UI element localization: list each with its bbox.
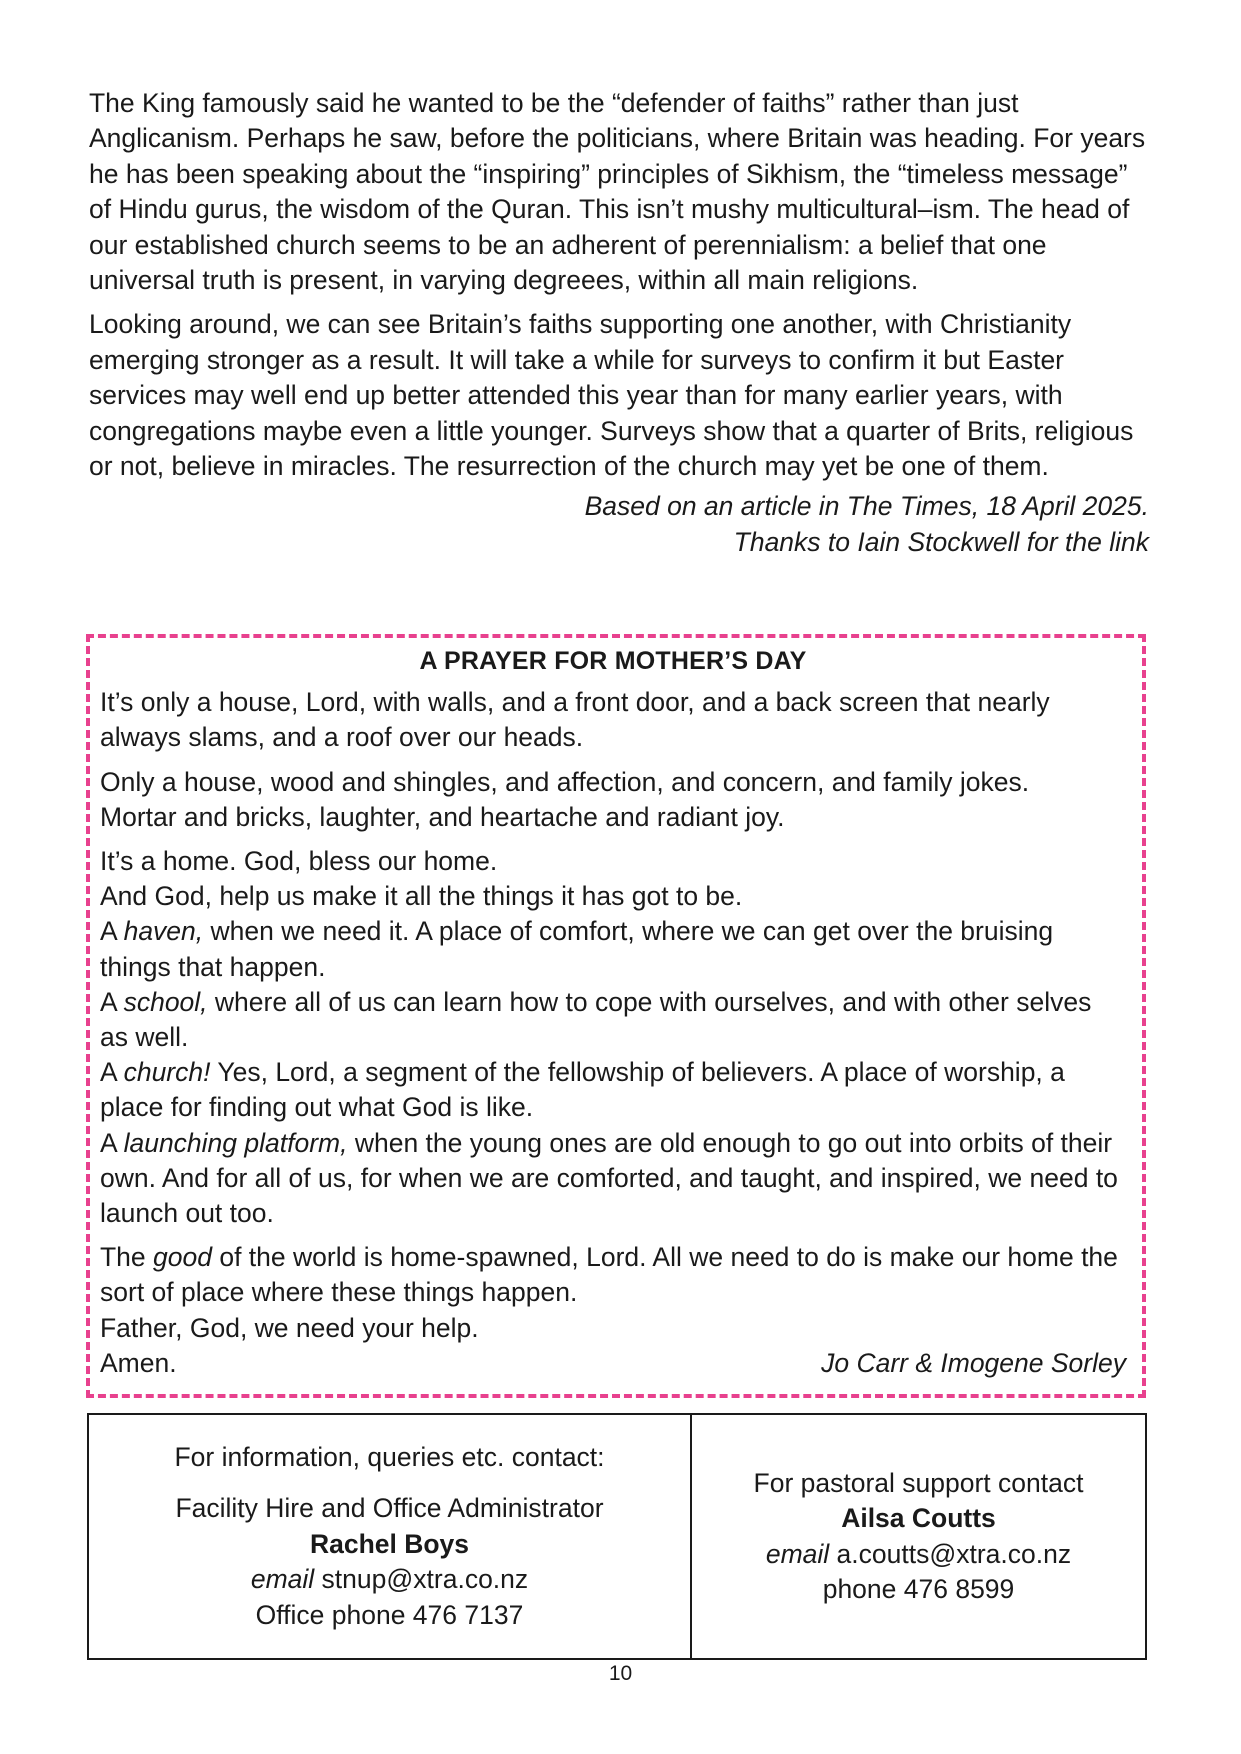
article-credit [89,489,1149,560]
prayer-authors: Jo Carr & Imogene Sorley [821,1347,1126,1378]
email-label: email [250,1564,315,1595]
rest-text: when we need it. A place of comfort, where we can get over the bruising things that happen. [100,916,1054,982]
prayer-paragraph-house: It’s only a house, Lord, with walls, and a front door, and a back screen that nearly always slams, and a roof over our heads. [100,687,1050,753]
pastoral-contact-name: Ailsa Coutts [841,1503,996,1534]
office-contact-cell [89,1415,692,1658]
office-phone: Office phone 476 7137 [255,1599,524,1630]
rest-text: when the young ones are old enough to go out into orbits of their own. And for all of us, for when we are comforted, and taught, and inspired, we need to launch out too. [100,1127,1118,1229]
spacer [89,1475,690,1491]
prayer-line: Only a house, wood and shingles, and affection, and concern, and family jokes. [100,766,1030,797]
prayer-box [86,634,1146,1398]
lead-text: A [100,916,124,947]
article-paragraph-1: The King famously said he wanted to be the “defender of faiths” rather than just Anglicanism. Perhaps he saw, before the politicians, where Britain was heading. For years he has been speaking about the “inspiring” principles of Sikhism, the “timeless message” of Hindu gurus, the wisdom of the Quran. This isn’t mushy multicultural–ism. The head of our established church seems to be an adherent of perennialism: a belief that one universal truth is present, in varying degreees, within all main religions. [89,88,1146,296]
pastoral-email[interactable]: a.coutts@xtra.co.nz [836,1538,1072,1569]
office-heading: For information, queries etc. contact: [174,1441,605,1472]
prayer-closing [100,1346,1126,1381]
lead-text: The [100,1242,154,1273]
rest-text: Yes, Lord, a segment of the fellowship of believers. A place of worship, a place for finding out what God is like. [100,1057,1065,1123]
emphasis-church: church! [123,1057,211,1088]
page-number: 10 [608,1662,633,1685]
office-email[interactable]: stnup@xtra.co.nz [321,1564,529,1595]
prayer-content [100,644,1126,1381]
credit-source: Based on an article in The Times, 18 April 2025. [584,491,1149,522]
rest-text: of the world is home-spawned, Lord. All we need to do is make our home the sort of place where these things happen. [100,1242,1118,1308]
prayer-line: It’s a home. God, bless our home. [100,846,498,877]
office-contact-name: Rachel Boys [309,1528,470,1559]
prayer-line-church [100,1055,1126,1125]
credit-thanks: Thanks to Iain Stockwell for the link [733,526,1149,557]
prayer-amen: Amen. [100,1347,177,1378]
emphasis-school: school, [123,986,208,1017]
prayer-line-good [100,1240,1126,1310]
prayer-line-launch [100,1126,1126,1232]
article [89,86,1149,560]
pastoral-email-line [692,1537,1145,1572]
pastoral-phone: phone 476 8599 [822,1573,1015,1604]
article-paragraph-2: Looking around, we can see Britain’s faiths supporting one another, with Christianity emerging stronger as a result. It will take a while for surveys to confirm it but Easter services may well end up better attended this year than for many earlier years, with congregations maybe even a little younger. Surveys show that a quarter of Brits, religious or not, believe in miracles. The resurrection of the church may yet be one of them. [89,309,1134,482]
lead-text: A [100,986,124,1017]
prayer-line: And God, help us make it all the things it has got to be. [100,881,743,912]
emphasis-good: good [153,1242,212,1273]
emphasis-launch: launching platform, [123,1127,348,1158]
pastoral-heading: For pastoral support contact [753,1467,1084,1498]
prayer-line: Mortar and bricks, laughter, and heartache and radiant joy. [100,801,785,832]
prayer-title: A PRAYER FOR MOTHER’S DAY [419,647,807,675]
lead-text: A [100,1057,124,1088]
lead-text: A [100,1127,124,1158]
prayer-line-father: Father, God, we need your help. [100,1312,479,1343]
rest-text: where all of us can learn how to cope with ourselves, and with other selves as well. [100,986,1092,1053]
pastoral-contact-cell [692,1415,1145,1658]
prayer-paragraph-shingles [100,765,1126,835]
office-role: Facility Hire and Office Administrator [175,1493,604,1524]
contact-table [87,1413,1147,1660]
emphasis-haven: haven, [123,916,204,947]
email-label: email [765,1538,830,1569]
prayer-line-haven [100,914,1126,984]
office-email-line [89,1562,690,1597]
prayer-line-school [100,985,1126,1055]
prayer-paragraph-home [100,844,1126,914]
